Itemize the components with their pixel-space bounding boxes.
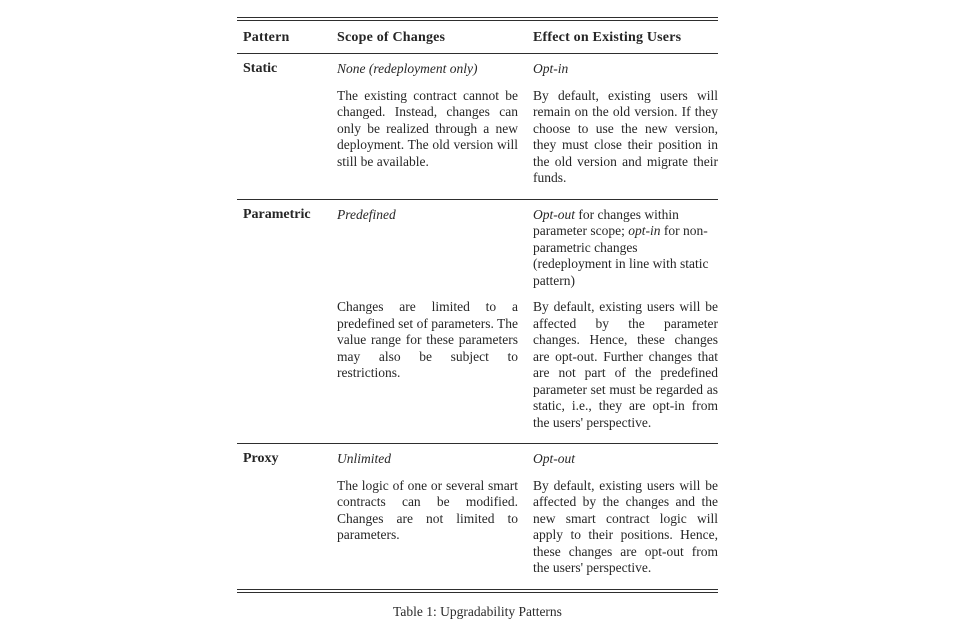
effect-detail: By default, existing users will remain on the old version. If they choose to use the new version, they must close their position in the old version and migrate their funds. — [533, 87, 718, 185]
table-caption: Table 1: Upgradability Patterns — [393, 603, 562, 619]
effect-summary: Opt-out for changes within parameter scope; opt-in for non-parametric changes (redeployment in line with static pattern) — [533, 206, 709, 288]
pattern-label: Static — [243, 61, 278, 76]
table-row-proxy — [237, 444, 718, 589]
scope-summary: Predefined — [337, 206, 396, 222]
table-row-static — [237, 54, 718, 199]
header-effect-on-existing-users: Effect on Existing Users — [533, 30, 682, 45]
pattern-label: Parametric — [243, 206, 311, 222]
spacer-cell — [243, 478, 337, 577]
scope-detail: The logic of one or several smart contracts can be modified. Changes are not limited to parameters. — [337, 477, 518, 542]
effect-summary: Opt-out — [533, 451, 575, 466]
table-bottom-rule — [237, 589, 718, 593]
header-scope-of-changes: Scope of Changes — [337, 30, 446, 45]
upgradability-patterns-table — [237, 17, 718, 620]
scope-summary: None (redeployment only) — [337, 61, 478, 76]
scope-detail: Changes are limited to a predefined set of parameters. The value range for these parameters may also be subject to restrictions. — [337, 299, 518, 380]
table-row-parametric — [237, 200, 718, 444]
spacer-cell — [243, 88, 337, 187]
pattern-label: Proxy — [243, 451, 279, 466]
spacer-cell — [243, 299, 337, 431]
scope-detail: The existing contract cannot be changed. Instead, changes can only be realized through a new deployment. The old version will still be available. — [337, 87, 518, 169]
table-header-row — [237, 21, 718, 53]
header-pattern: Pattern — [243, 30, 290, 45]
effect-summary: Opt-in — [533, 61, 569, 76]
effect-detail: By default, existing users will be affected by the parameter changes. Hence, these changes are opt-out. Further changes that are not part of the predefined parameter set must be regarded as static, i.e., they are opt-in from the users' perspective. — [533, 299, 718, 430]
effect-detail: By default, existing users will be affected by the changes and the new smart contract logic will apply to their positions. Hence, these changes are opt-out from the users' perspective. — [533, 477, 718, 575]
scope-summary: Unlimited — [337, 451, 391, 466]
